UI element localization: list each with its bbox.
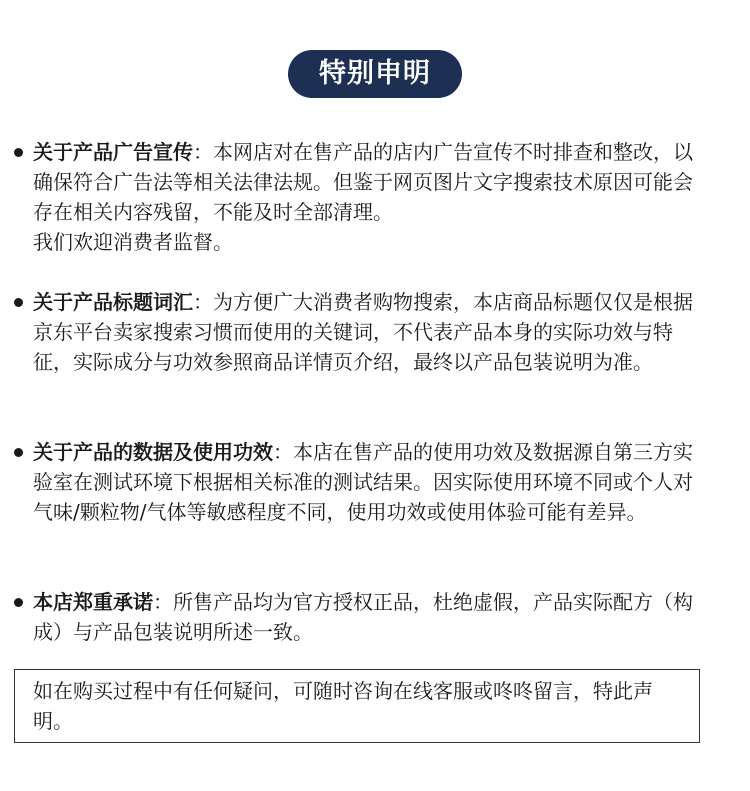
section-separator: ：	[273, 440, 293, 464]
section-text	[33, 437, 694, 527]
section-heading: 关于产品的数据及使用功效	[33, 440, 273, 464]
bullet-icon	[14, 448, 23, 457]
section-heading: 关于产品标题词汇	[33, 290, 193, 314]
section-heading: 关于产品广告宣传	[33, 140, 193, 164]
section-body: 本网店对在售产品的店内广告宣传不时排查和整改，以确保符合广告法等相关法律法规。但鉴于网页图片文字搜索技术原因可能会存在相关内容残留，不能及时全部清理。	[33, 140, 693, 224]
section-data-efficacy	[14, 437, 694, 527]
section-heading: 本店郑重承诺	[33, 590, 153, 614]
section-text	[33, 587, 694, 647]
section-body: 本店在售产品的使用功效及数据源自第三方实验室在测试环境下根据相关标准的测试结果。因实际使用环境不同或个人对气味/颗粒物/气体等敏感程度不同，使用功效或使用体验可能有差异。	[33, 440, 693, 524]
section-separator: ：	[193, 140, 213, 164]
section-separator: ：	[153, 590, 173, 614]
section-body: 所售产品均为官方授权正品，杜绝虚假，产品实际配方（构成）与产品包装说明所述一致。	[33, 590, 693, 644]
bullet-icon	[14, 298, 23, 307]
section-separator: ：	[193, 290, 213, 314]
page-title: 特别申明	[288, 50, 462, 98]
bullet-icon	[14, 148, 23, 157]
section-text	[33, 137, 694, 257]
section-ad-promotion	[14, 137, 694, 257]
section-store-promise	[14, 587, 694, 647]
section-extra: 我们欢迎消费者监督。	[33, 230, 233, 254]
section-body: 为方便广大消费者购物搜索，本店商品标题仅仅是根据京东平台卖家搜索习惯而使用的关键词，不代表产品本身的实际功效与特征，实际成分与功效参照商品详情页介绍，最终以产品包装说明为准。	[33, 290, 693, 374]
section-text	[33, 287, 694, 377]
notice-text: 如在购买过程中有任何疑问，可随时咨询在线客服或咚咚留言，特此声明。	[33, 679, 653, 733]
bullet-icon	[14, 598, 23, 607]
section-title-keywords	[14, 287, 694, 377]
notice-box	[14, 669, 700, 743]
